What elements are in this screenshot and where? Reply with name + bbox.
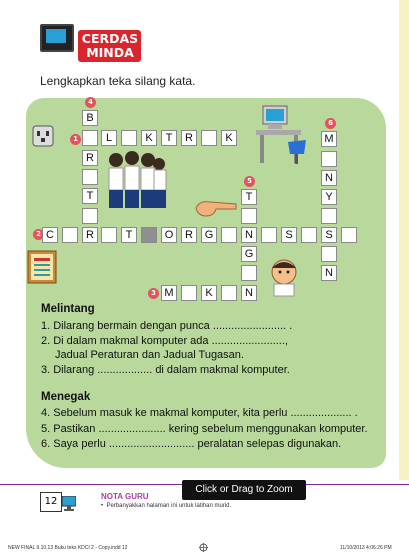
logo-line1: CERDAS [81, 31, 139, 46]
crossword-cell[interactable]: C [42, 227, 58, 243]
crossword-cell[interactable]: N [321, 170, 337, 186]
crossword-cell[interactable] [321, 151, 337, 167]
crossword-cell[interactable]: Y [321, 189, 337, 205]
page-number: 12 [40, 492, 62, 512]
print-slug-left: NEW FINAL 9.10.13 Buku teks KDCI 2 - Copy.indd 12 [8, 545, 128, 551]
crossword-cell[interactable]: R [181, 227, 197, 243]
nota-guru-item: • Perbanyakkan halaman ini untuk latihan murid. [101, 503, 232, 509]
clue-text: Jadual Peraturan dan Jadual Tugasan. [55, 349, 244, 361]
pointing-hand-icon [194, 196, 239, 220]
clue-text: 2. Di dalam makmal komputer ada ........................, [41, 335, 288, 347]
crossword-cell[interactable] [181, 285, 197, 301]
crossword-cell[interactable] [62, 227, 78, 243]
crossword-cell[interactable] [321, 208, 337, 224]
crossword-cell[interactable]: T [121, 227, 137, 243]
instruction-text: Lengkapkan teka silang kata. [40, 74, 196, 88]
clue-number-1: 1 [70, 134, 81, 145]
clue-number-2: 2 [33, 229, 44, 240]
crossword-cell[interactable]: R [181, 130, 197, 146]
crossword-cell[interactable] [221, 285, 237, 301]
crossword-cell[interactable] [101, 227, 117, 243]
crossword-cell[interactable] [321, 246, 337, 262]
crossword-cell[interactable] [82, 208, 98, 224]
crossword-cell[interactable] [261, 227, 277, 243]
nota-guru-title: NOTA GURU [101, 492, 149, 501]
crossword-cell[interactable]: K [201, 285, 217, 301]
nota-guru-item-text: Perbanyakkan halaman ini untuk latihan murid. [106, 503, 232, 509]
clue-number-3: 3 [148, 288, 159, 299]
crossword-shaded-cell [141, 227, 157, 243]
crossword-cell[interactable]: T [241, 189, 257, 205]
crossword-cell[interactable] [82, 130, 98, 146]
clue-text: 1. Dilarang bermain dengan punca ........................ . [41, 320, 293, 332]
crossword-cell[interactable]: T [161, 130, 177, 146]
page-edge-strip [399, 0, 409, 480]
crossword-cell[interactable]: S [321, 227, 337, 243]
students-group-icon [104, 150, 169, 212]
crossword-cell[interactable]: N [241, 285, 257, 301]
crossword-cell[interactable]: G [201, 227, 217, 243]
boy-face-icon [268, 258, 300, 298]
crossword-cell[interactable] [341, 227, 357, 243]
crossword-cell[interactable]: R [82, 227, 98, 243]
crossword-cell[interactable] [241, 208, 257, 224]
crossword-cell[interactable]: K [141, 130, 157, 146]
clue-number-4: 4 [85, 97, 96, 108]
crossword-cell[interactable]: S [281, 227, 297, 243]
melintang-heading: Melintang [41, 303, 95, 315]
crossword-cell[interactable] [82, 169, 98, 185]
power-socket-icon [32, 125, 54, 147]
crossword-cell[interactable]: N [321, 265, 337, 281]
crossword-cell[interactable] [221, 227, 237, 243]
notice-board-icon [27, 250, 57, 284]
crossword-cell[interactable] [301, 227, 317, 243]
registration-mark-icon [199, 543, 208, 552]
clue-text: 4. Sebelum masuk ke makmal komputer, kita perlu .................... . [41, 407, 358, 419]
crossword-cell[interactable]: M [321, 131, 337, 147]
crossword-cell[interactable] [121, 130, 137, 146]
crossword-cell[interactable]: B [82, 110, 98, 126]
crossword-cell[interactable]: K [221, 130, 237, 146]
clue-text: 5. Pastikan ...................... kering sebelum menggunakan komputer. [41, 423, 368, 435]
computer-desk-icon [248, 102, 313, 167]
crossword-cell[interactable]: G [241, 246, 257, 262]
computer-monitor-icon [62, 496, 76, 512]
crossword-cell[interactable]: M [161, 285, 177, 301]
crossword-cell[interactable]: O [161, 227, 177, 243]
crossword-cell[interactable]: L [101, 130, 117, 146]
print-slug-right: 11/10/2013 4:06:26 PM [340, 545, 392, 551]
zoom-button[interactable]: Click or Drag to Zoom [182, 480, 306, 500]
crossword-cell[interactable]: R [82, 150, 98, 166]
computer-monitor-icon [40, 24, 74, 52]
crossword-cell[interactable]: T [82, 188, 98, 204]
clue-number-5: 5 [244, 176, 255, 187]
clue-number-6: 6 [325, 118, 336, 129]
crossword-cell[interactable] [201, 130, 217, 146]
logo-line2: MINDA [86, 45, 134, 60]
crossword-cell[interactable]: N [241, 227, 257, 243]
clue-text: 3. Dilarang .................. di dalam makmal komputer. [41, 364, 290, 376]
menegak-heading: Menegak [41, 391, 91, 403]
clue-text: 6. Saya perlu ............................ peralatan selepas digunakan. [41, 438, 342, 450]
crossword-cell[interactable] [241, 265, 257, 281]
